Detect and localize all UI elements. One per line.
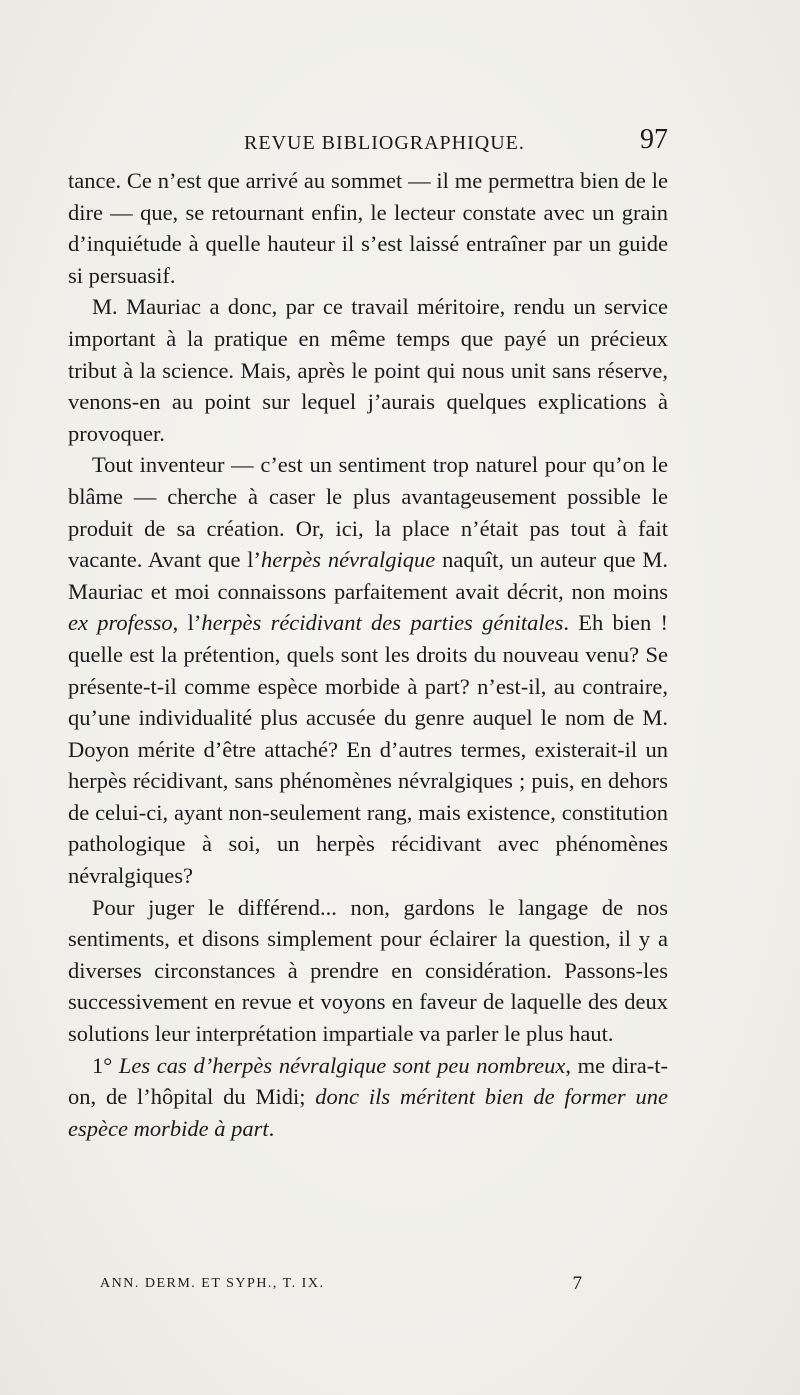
paragraph bbox=[68, 449, 668, 891]
text-run: , l’ bbox=[172, 610, 202, 636]
page-header bbox=[68, 124, 668, 164]
text-run: tance. Ce n’est que arrivé au sommet — il me permettra bien de le dire — que, se retournant enfin, le lecteur constate avec un grain d’inquiétude à quelle hauteur il s’est laissé entraîner par un guide si persuasif. bbox=[68, 168, 668, 288]
text-run: Pour juger le différend... non, gardons le langage de nos sentiments, et disons simplement pour éclairer la question, il y a diverses circonstances à prendre en considération. Passons-les successivement en revue et voyons en faveur de laquelle des deux solutions leur interprétation impartiale va parler le plus haut. bbox=[68, 894, 668, 1047]
sheet-number: 7 bbox=[572, 1273, 582, 1294]
italic-text-run: herpès névralgique bbox=[261, 547, 436, 573]
text-run: . Eh bien ! quelle est la prétention, quels sont les droits du nouveau venu? Se présente-t-il comme espèce morbide à part? n’est-il, au contraire, qu’une individualité plus accusée du genre auquel le nom de M. Doyon mérite d’être attaché? En d’autres termes, existerait-il un herpès récidivant, sans phénomènes névralgiques ; puis, en dehors de celui-ci, ayant non-seulement rang, mais existence, constitution pathologique à soi, un herpès récidivant avec phénomènes névralgiques? bbox=[68, 610, 668, 889]
italic-text-run: ex professo bbox=[68, 610, 173, 636]
paragraph bbox=[68, 892, 668, 1050]
printer-signature: ANN. DERM. ET SYPH., T. IX. bbox=[100, 1276, 325, 1291]
body-text bbox=[68, 165, 668, 1144]
paragraph bbox=[68, 291, 668, 449]
italic-text-run: donc ils méritent bien de former une espèce morbide à part bbox=[68, 1084, 669, 1141]
running-title: REVUE BIBLIOGRAPHIQUE. bbox=[244, 132, 525, 154]
italic-text-run: Les cas d’herpès névralgique sont peu nombreux bbox=[118, 1052, 566, 1078]
page-footer bbox=[100, 1273, 600, 1300]
text-run: M. Mauriac a donc, par ce travail méritoire, rendu un service important à la pratique en même temps que payé un précieux tribut à la science. Mais, après le point qui nous unit sans réserve, venons-en au point sur lequel j’aurais quelques explications à provoquer. bbox=[68, 294, 668, 446]
page-number: 97 bbox=[640, 124, 668, 155]
paragraph bbox=[68, 1050, 668, 1145]
text-run: , me dira-t-on, de l’hôpital du Midi; bbox=[68, 1052, 668, 1110]
text-run: . bbox=[268, 1115, 275, 1141]
text-run: Tout inventeur — c’est un sentiment trop naturel pour qu’on le blâme — cherche à caser le plus avantageusement possible le produit de sa création. Or, ici, la place n’était pas tout à fait vacante. Avant que l’ bbox=[68, 452, 668, 573]
italic-text-run: herpès récidivant des parties génitales bbox=[201, 610, 564, 636]
text-run: 1° bbox=[92, 1052, 119, 1078]
text-run: naquît, un auteur que M. Mauriac et moi connaissons parfaitement avait décrit, non moins bbox=[68, 547, 668, 604]
paragraph bbox=[68, 165, 668, 291]
